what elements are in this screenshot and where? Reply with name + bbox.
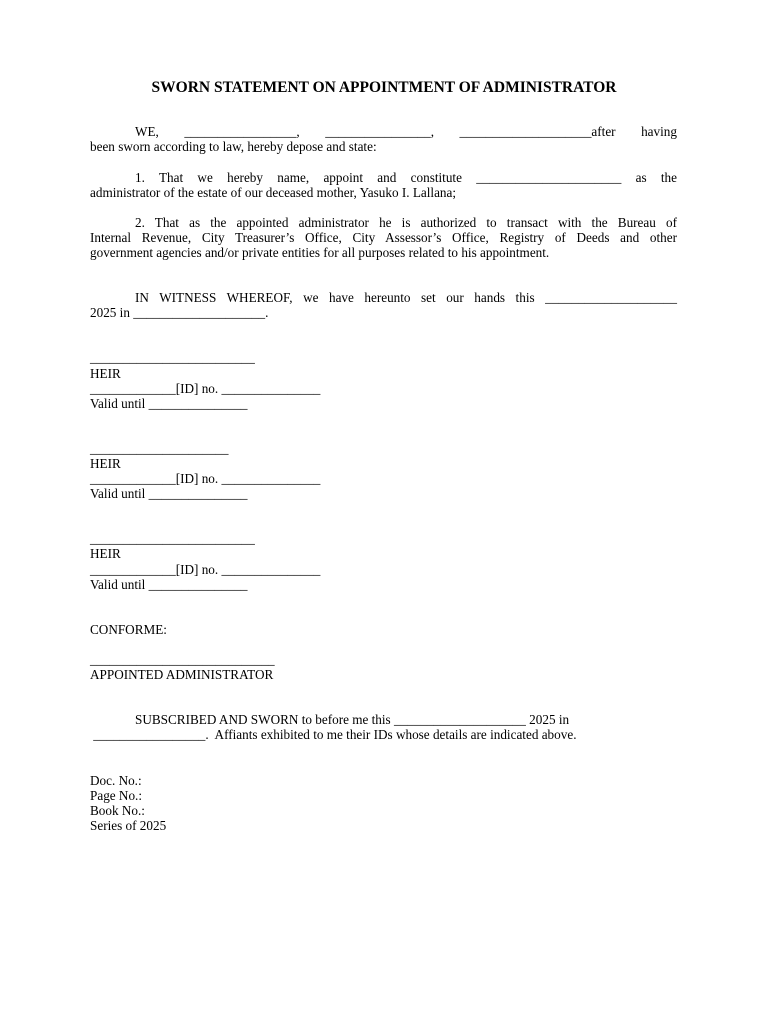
heir-1-id-line: _____________[ID] no. _______________	[90, 381, 321, 396]
witness-line-1: IN WITNESS WHEREOF, we have hereunto set our hands this ____________________	[135, 290, 677, 305]
heir-3-label: HEIR	[90, 546, 121, 561]
item-2-line-1: 2. That as the appointed administrator he is authorized to transact with the Bureau of	[135, 215, 677, 230]
document-title: SWORN STATEMENT ON APPOINTMENT OF ADMINISTRATOR	[151, 79, 617, 96]
series: Series of 2025	[90, 818, 167, 833]
administrator-role: APPOINTED ADMINISTRATOR	[90, 667, 274, 682]
item-2-paragraph	[90, 215, 677, 260]
item-1-line-1: 1. That we hereby name, appoint and constitute ______________________ as the	[135, 170, 677, 185]
jurat-paragraph	[90, 712, 677, 742]
administrator-signature-line: ____________________________	[90, 652, 275, 667]
heir-3-id-line: _____________[ID] no. _______________	[90, 562, 321, 577]
witness-line-2: 2025 in ____________________.	[90, 305, 269, 320]
heir-2-label: HEIR	[90, 456, 121, 471]
book-no: Book No.:	[90, 803, 145, 818]
jurat-line-1: SUBSCRIBED AND SWORN to before me this ____________________ 2025 in	[135, 712, 570, 727]
item-2-line-2: Internal Revenue, City Treasurer’s Office, City Assessor’s Office, Registry of Deeds and other	[90, 230, 677, 245]
item-1-paragraph	[90, 170, 677, 200]
heir-3-signature-line: _________________________	[90, 531, 255, 546]
intro-line-1: WE, _________________, ________________, ____________________after having	[135, 124, 677, 139]
heir-2-id-line: _____________[ID] no. _______________	[90, 471, 321, 486]
intro-paragraph	[90, 124, 677, 154]
heir-1-valid-line: Valid until _______________	[90, 396, 248, 411]
heir-3-valid-line: Valid until _______________	[90, 577, 248, 592]
jurat-line-2: _________________. Affiants exhibited to me their IDs whose details are indicated above.	[90, 727, 577, 742]
item-2-line-3: government agencies and/or private entities for all purposes related to his appointment.	[90, 245, 550, 260]
heir-1-signature-line: _________________________	[90, 350, 255, 365]
heir-2-signature-line: _____________________	[90, 441, 229, 456]
heir-1-label: HEIR	[90, 366, 121, 381]
witness-paragraph	[90, 290, 677, 320]
page-no: Page No.:	[90, 788, 143, 803]
item-1-line-2: administrator of the estate of our deceased mother, Yasuko I. Lallana;	[90, 185, 457, 200]
conforme-label: CONFORME:	[90, 622, 167, 637]
doc-no: Doc. No.:	[90, 773, 142, 788]
heir-2-valid-line: Valid until _______________	[90, 486, 248, 501]
intro-line-2: been sworn according to law, hereby depose and state:	[90, 139, 377, 154]
